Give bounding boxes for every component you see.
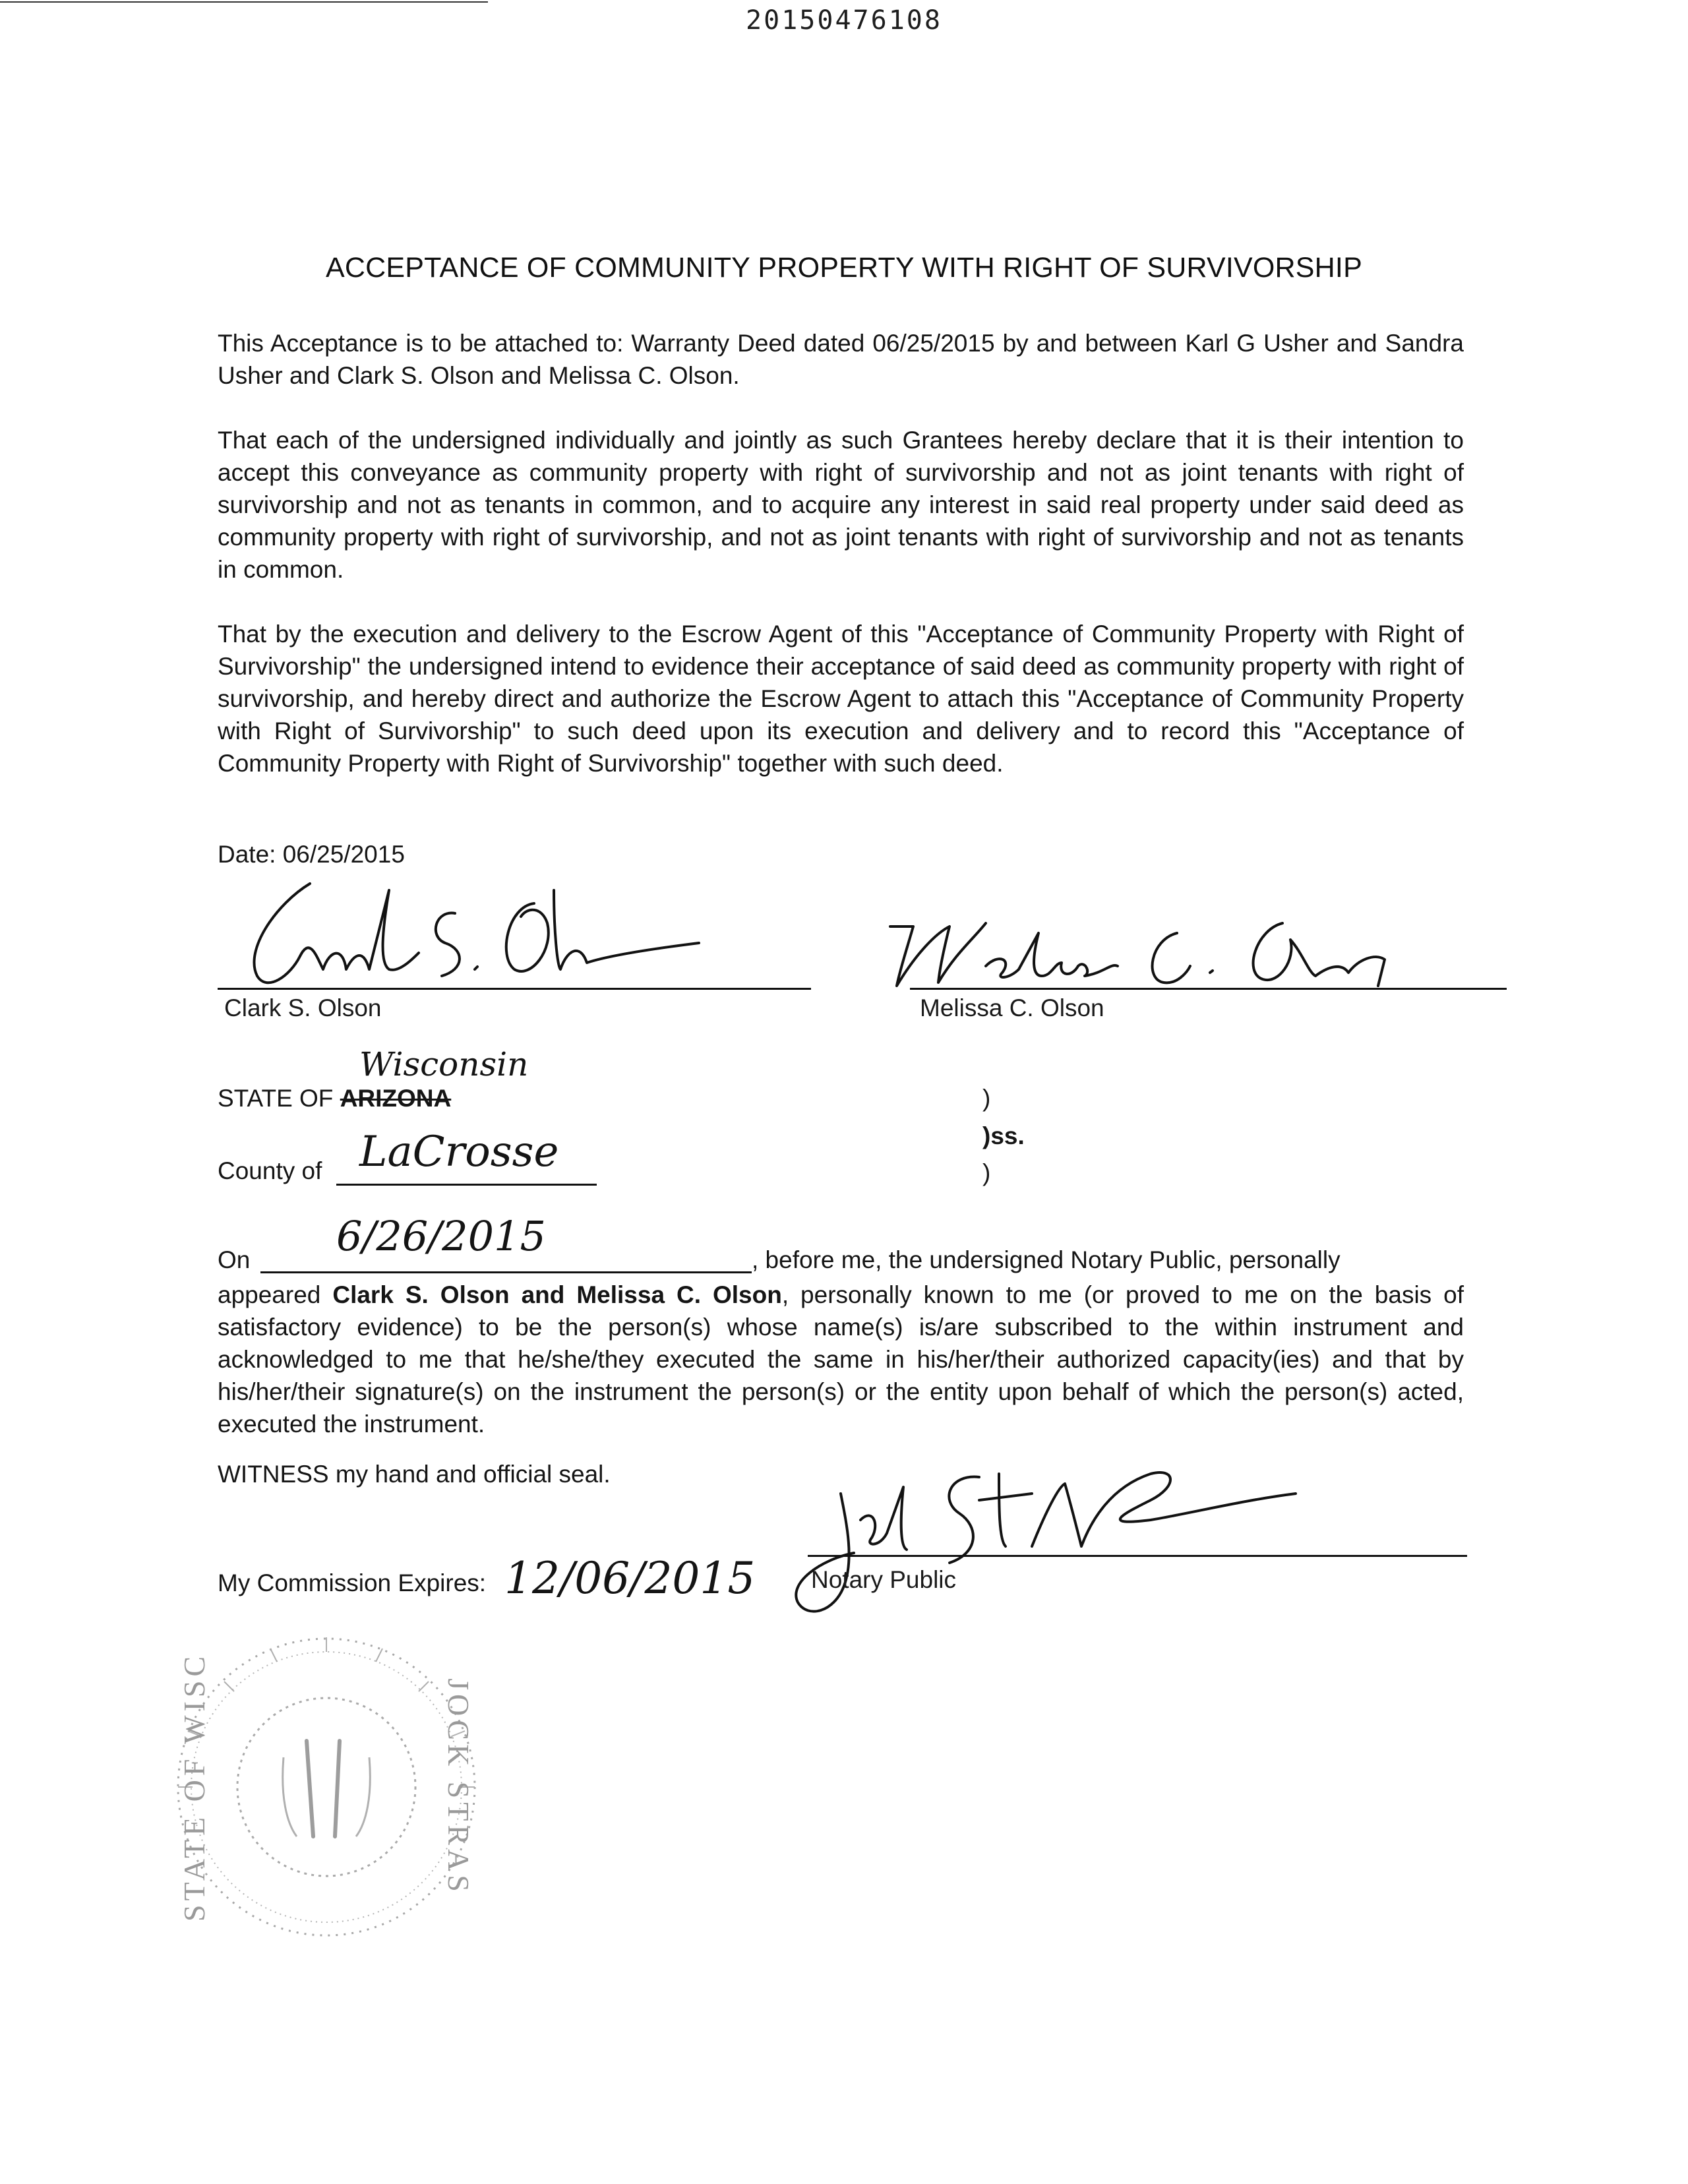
svg-text:JOCK STRAS: JOCK STRAS	[442, 1678, 475, 1896]
venue-ss: )ss.	[982, 1122, 1025, 1149]
attachment-paragraph: This Acceptance is to be attached to: Warranty Deed dated 06/25/2015 by and between Karl G Usher and Sandra Usher and Clark S. Olson and Melissa C. Olson.	[218, 330, 1464, 389]
witness-statement: WITNESS my hand and official seal.	[218, 1461, 611, 1488]
document-title: ACCEPTANCE OF COMMUNITY PROPERTY WITH RIGHT OF SURVIVORSHIP	[326, 252, 1362, 284]
acknowledgment-date-underline	[260, 1271, 752, 1273]
notary-public-label: Notary Public	[811, 1566, 957, 1593]
acknowledgment-paragraph	[218, 1279, 1464, 1440]
commission-label: My Commission Expires:	[218, 1569, 487, 1596]
clark-olson-signature	[237, 877, 712, 996]
state-label: STATE OF	[218, 1085, 334, 1112]
on-label: On	[218, 1246, 251, 1273]
county-label: County of	[218, 1157, 322, 1184]
notary-signature	[781, 1447, 1309, 1639]
scan-edge-line	[0, 1, 488, 3]
document-number: 20150476108	[746, 5, 942, 36]
commission-date-handwritten: 12/06/2015	[504, 1553, 756, 1604]
intention-paragraph: That each of the undersigned individually and jointly as such Grantees hereby declare that it is their intention to accept this conveyance as community property with right of survivorship and not as joint tenants with right of survivorship and not as tenants in common, and to acquire any interest in said real property under said deed as community property with right of survivorship, and not as joint tenants with right of survivorship and not as tenants in common.	[218, 427, 1464, 583]
state-struck-out: ARIZONA	[340, 1085, 452, 1112]
signature-line-1	[218, 988, 811, 990]
acknowledgment-names: Clark S. Olson and Melissa C. Olson	[332, 1281, 782, 1308]
acknowledgment-rest: , personally known to me (or proved to me on the basis of satisfactory evidence) to be the person(s) whose name(s) is/are subscribed to the within instrument and acknowledged to me that he/she/they executed the same in his/her/their authorized capacity(ies) and that by his/her/their signature(s) on the instrument the person(s) or the entity upon behalf of which the person(s) acted, executed the instrument.	[218, 1281, 1464, 1438]
acknowledgment-appeared: appeared	[218, 1281, 321, 1308]
execution-paragraph: That by the execution and delivery to the Escrow Agent of this "Acceptance of Community Property with Right of Survivorship" the undersigned intend to evidence their acceptance of said deed as community property with right of survivorship, and hereby direct and authorize the Escrow Agent to attach this "Acceptance of Community Property with Right of Survivorship" to such deed upon its execution and delivery and to record this "Acceptance of Community Property with Right of Survivorship" together with such deed.	[218, 621, 1464, 777]
county-handwritten: LaCrosse	[359, 1128, 559, 1176]
melissa-olson-signature	[887, 913, 1388, 992]
venue-paren-3: )	[982, 1159, 991, 1186]
svg-text:STATE OF WISC: STATE OF WISC	[177, 1652, 211, 1922]
notary-seal	[165, 1625, 488, 1949]
notary-signature-line	[808, 1555, 1467, 1557]
venue-paren-1: )	[982, 1085, 991, 1112]
acknowledgment-date-handwritten: 6/26/2015	[336, 1212, 546, 1260]
state-line	[218, 1085, 451, 1112]
acknowledgment-after-date: , before me, the undersigned Notary Public, personally	[752, 1246, 1341, 1273]
signature-line-2	[910, 988, 1507, 990]
date-line: Date: 06/25/2015	[218, 841, 405, 868]
signer-name-1: Clark S. Olson	[224, 994, 382, 1021]
county-underline	[336, 1184, 597, 1186]
state-handwritten: Wisconsin	[359, 1045, 529, 1083]
signer-name-2: Melissa C. Olson	[920, 994, 1104, 1021]
